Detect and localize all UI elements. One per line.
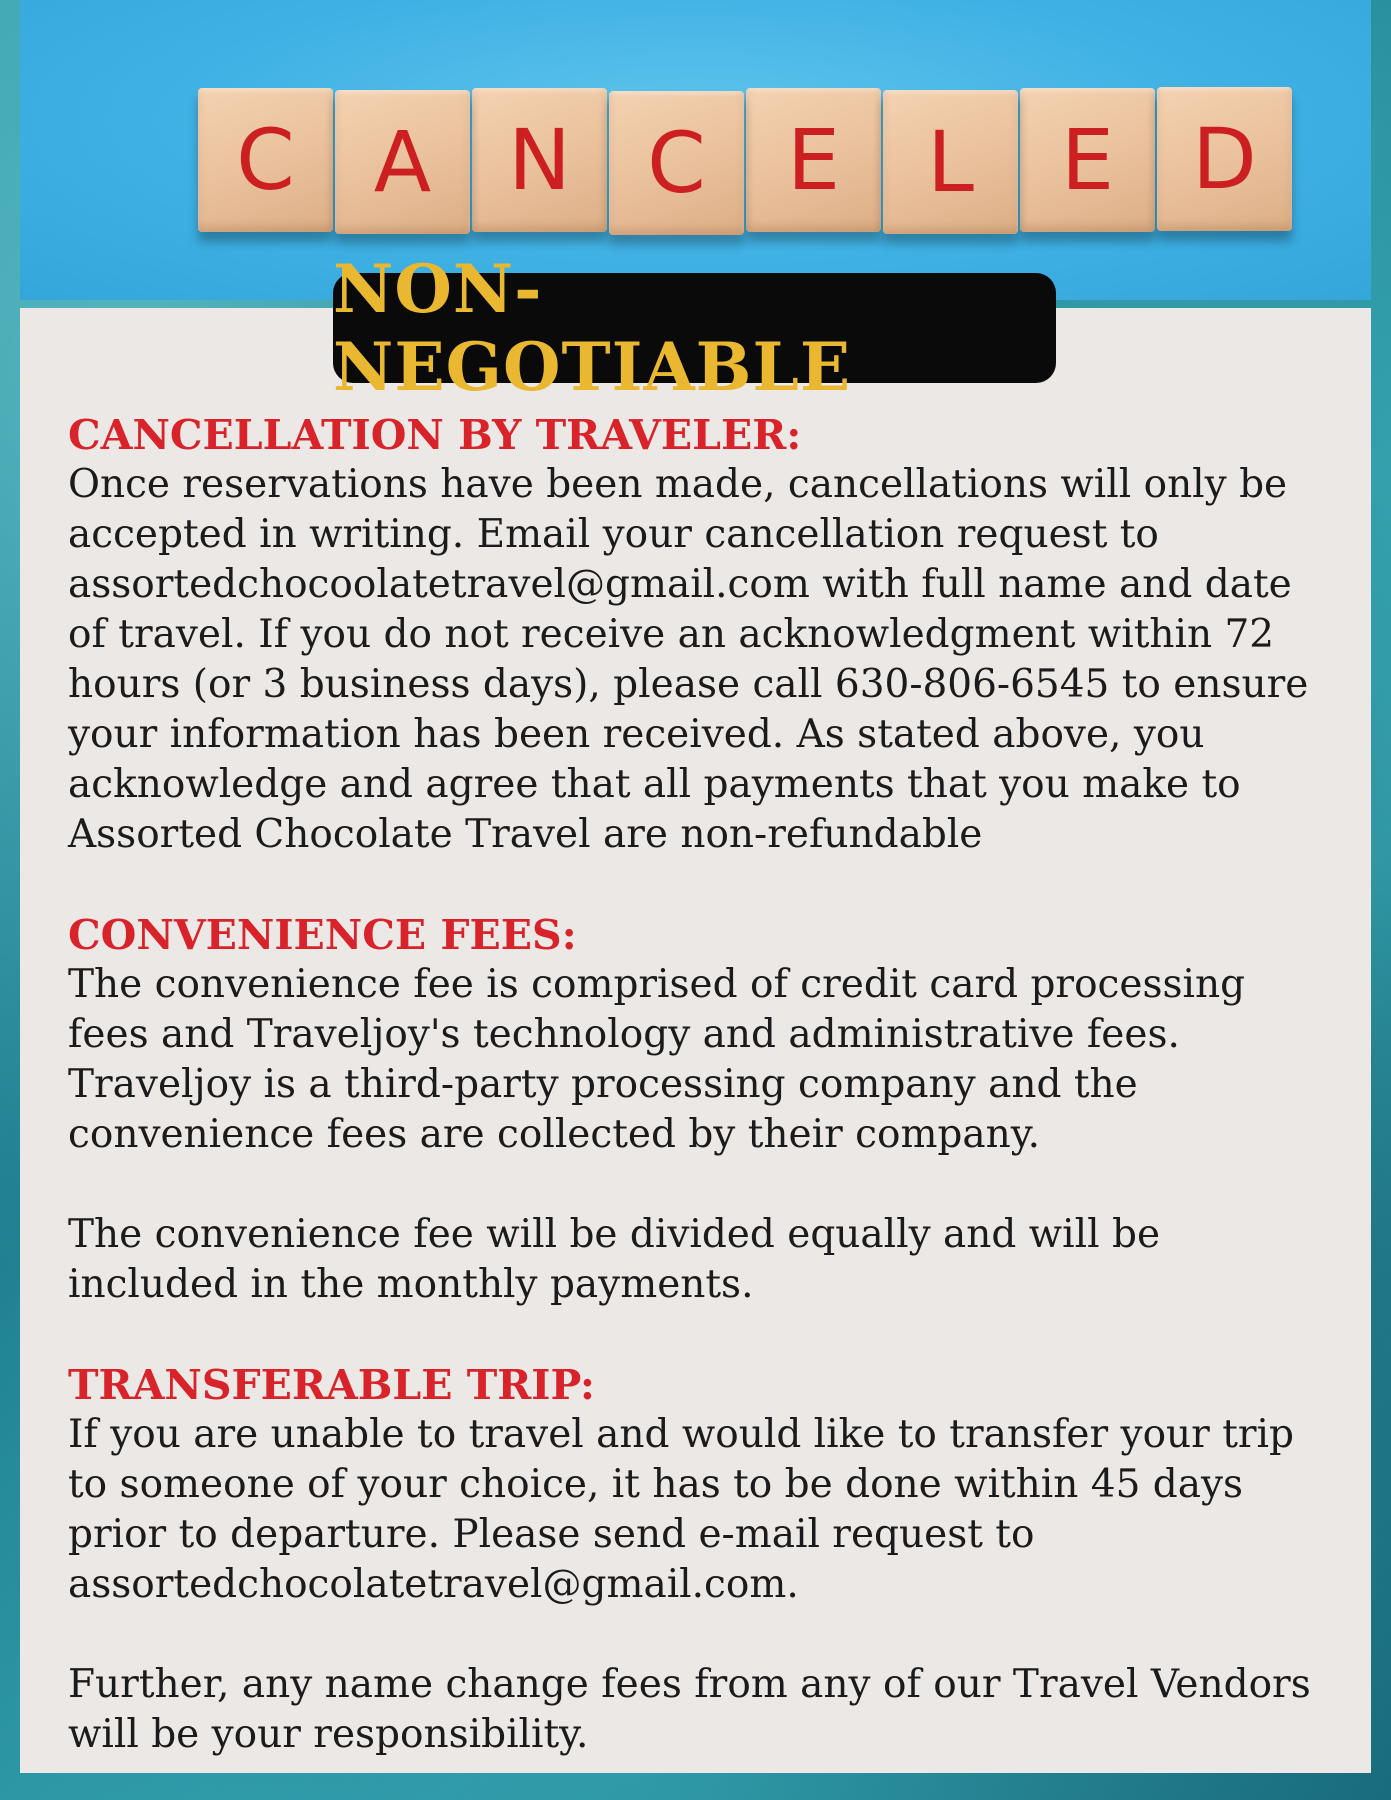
section-heading-convenience-fees: CONVENIENCE FEES: (68, 911, 577, 959)
cancellation-paragraph: Once reservations have been made, cancellations will only be accepted in writing. Email your cancellation request to assortedchocoolatetravel@gmail.com with full name and date of travel. If you do not receive an acknowledgment within 72 hours (or 3 business days), please call 630-806-6545 to ensure your information has been received. As stated above, you acknowledge and agree that all payments that you make to Assorted Chocolate Travel are non-refundable (68, 462, 1309, 857)
letter-tile: C (609, 91, 744, 235)
letter-tile: D (1157, 87, 1292, 231)
transferable-trip-paragraph: If you are unable to travel and would like to transfer your trip to someone of your choice, it has to be done within 45 days prior to departure. Please send e-mail request to assortedchocolatetravel@gmail.com. (68, 1412, 1294, 1607)
letter-tile: C (198, 88, 333, 232)
convenience-fees-division-paragraph: The convenience fee will be divided equally and will be included in the monthly payments. (68, 1212, 1161, 1307)
section-heading-transferable-trip: TRANSFERABLE TRIP: (68, 1361, 595, 1409)
policy-content (68, 410, 1358, 1760)
letter-tile: A (335, 90, 470, 234)
convenience-fees-paragraph: The convenience fee is comprised of credit card processing fees and Traveljoy's technology and administrative fees. Traveljoy is a third-party processing company and the convenience fees are collected by their company. (68, 962, 1246, 1157)
letter-tiles (198, 88, 1292, 232)
letter-tile: E (1020, 88, 1155, 232)
section-heading-cancellation: CANCELLATION BY TRAVELER: (68, 411, 802, 459)
letter-tile: E (746, 88, 881, 232)
letter-tile: N (472, 88, 607, 232)
name-change-fees-paragraph: Further, any name change fees from any of our Travel Vendors will be your responsibility. (68, 1662, 1311, 1757)
letter-tile: L (883, 90, 1018, 234)
non-negotiable-badge: NON-NEGOTIABLE (333, 273, 1056, 383)
